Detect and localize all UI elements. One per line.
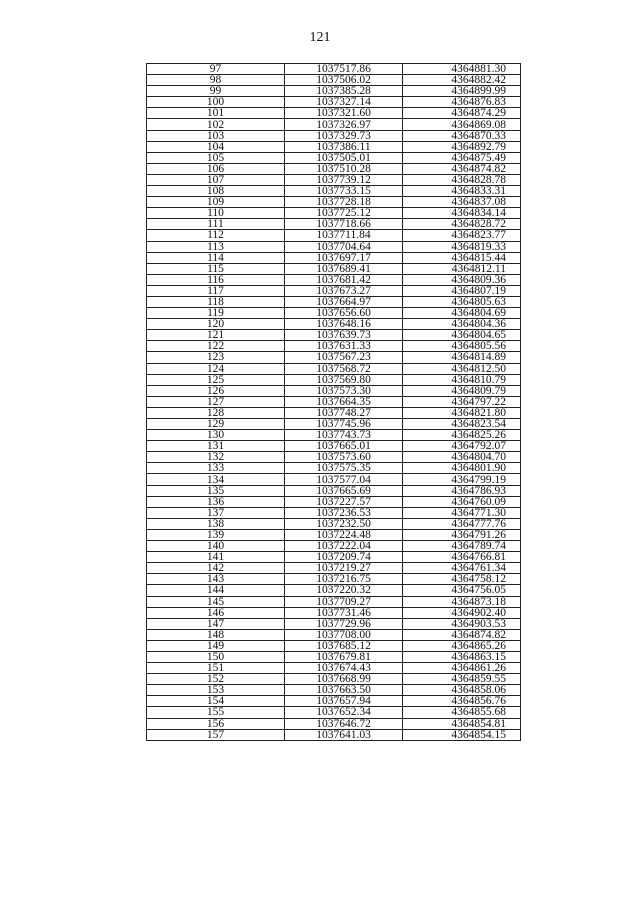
y-coordinate-cell: 4364792.07 (403, 441, 521, 452)
y-coordinate-cell: 4364881.30 (403, 64, 521, 75)
point-number-cell: 121 (147, 330, 285, 341)
point-number-cell: 135 (147, 485, 285, 496)
point-number-cell: 128 (147, 407, 285, 418)
table-row (147, 552, 521, 563)
x-coordinate-cell: 1037575.35 (285, 463, 403, 474)
y-coordinate-cell: 4364756.05 (403, 585, 521, 596)
x-coordinate-cell: 1037329.73 (285, 130, 403, 141)
table-row (147, 130, 521, 141)
y-coordinate-cell: 4364789.74 (403, 541, 521, 552)
point-number-cell: 136 (147, 496, 285, 507)
table-row (147, 308, 521, 319)
x-coordinate-cell: 1037517.86 (285, 64, 403, 75)
table-row (147, 685, 521, 696)
table-row (147, 163, 521, 174)
table-row (147, 285, 521, 296)
y-coordinate-cell: 4364854.15 (403, 729, 521, 740)
table-row (147, 596, 521, 607)
x-coordinate-cell: 1037711.84 (285, 230, 403, 241)
x-coordinate-cell: 1037668.99 (285, 674, 403, 685)
table-row (147, 197, 521, 208)
y-coordinate-cell: 4364875.49 (403, 152, 521, 163)
x-coordinate-cell: 1037385.28 (285, 86, 403, 97)
x-coordinate-cell: 1037227.57 (285, 496, 403, 507)
table-row (147, 64, 521, 75)
y-coordinate-cell: 4364870.33 (403, 130, 521, 141)
table-row (147, 174, 521, 185)
table-row (147, 463, 521, 474)
point-number-cell: 137 (147, 507, 285, 518)
x-coordinate-cell: 1037664.35 (285, 396, 403, 407)
point-number-cell: 109 (147, 197, 285, 208)
x-coordinate-cell: 1037567.23 (285, 352, 403, 363)
point-number-cell: 142 (147, 563, 285, 574)
x-coordinate-cell: 1037216.75 (285, 574, 403, 585)
x-coordinate-cell: 1037224.48 (285, 529, 403, 540)
point-number-cell: 108 (147, 186, 285, 197)
y-coordinate-cell: 4364861.26 (403, 663, 521, 674)
y-coordinate-cell: 4364809.79 (403, 385, 521, 396)
x-coordinate-cell: 1037718.66 (285, 219, 403, 230)
y-coordinate-cell: 4364804.36 (403, 319, 521, 330)
x-coordinate-cell: 1037505.01 (285, 152, 403, 163)
x-coordinate-cell: 1037689.41 (285, 263, 403, 274)
x-coordinate-cell: 1037657.94 (285, 696, 403, 707)
table-row (147, 430, 521, 441)
point-number-cell: 133 (147, 463, 285, 474)
point-number-cell: 138 (147, 518, 285, 529)
y-coordinate-cell: 4364805.63 (403, 296, 521, 307)
y-coordinate-cell: 4364819.33 (403, 241, 521, 252)
y-coordinate-cell: 4364859.55 (403, 674, 521, 685)
y-coordinate-cell: 4364771.30 (403, 507, 521, 518)
point-number-cell: 156 (147, 718, 285, 729)
point-number-cell: 124 (147, 363, 285, 374)
y-coordinate-cell: 4364828.72 (403, 219, 521, 230)
x-coordinate-cell: 1037731.46 (285, 607, 403, 618)
x-coordinate-cell: 1037733.15 (285, 186, 403, 197)
y-coordinate-cell: 4364801.90 (403, 463, 521, 474)
point-number-cell: 123 (147, 352, 285, 363)
x-coordinate-cell: 1037708.00 (285, 629, 403, 640)
y-coordinate-cell: 4364804.70 (403, 452, 521, 463)
table-row (147, 651, 521, 662)
x-coordinate-cell: 1037631.33 (285, 341, 403, 352)
y-coordinate-cell: 4364809.36 (403, 274, 521, 285)
x-coordinate-cell: 1037506.02 (285, 75, 403, 86)
point-number-cell: 99 (147, 86, 285, 97)
y-coordinate-cell: 4364804.65 (403, 330, 521, 341)
y-coordinate-cell: 4364869.08 (403, 119, 521, 130)
page-number: 121 (309, 30, 331, 45)
x-coordinate-cell: 1037681.42 (285, 274, 403, 285)
table-row (147, 507, 521, 518)
x-coordinate-cell: 1037652.34 (285, 707, 403, 718)
table-row (147, 363, 521, 374)
point-number-cell: 113 (147, 241, 285, 252)
point-number-cell: 141 (147, 552, 285, 563)
point-number-cell: 110 (147, 208, 285, 219)
point-number-cell: 151 (147, 663, 285, 674)
table-row (147, 729, 521, 740)
point-number-cell: 147 (147, 618, 285, 629)
table-row (147, 607, 521, 618)
x-coordinate-cell: 1037656.60 (285, 308, 403, 319)
point-number-cell: 104 (147, 141, 285, 152)
point-number-cell: 112 (147, 230, 285, 241)
x-coordinate-cell: 1037386.11 (285, 141, 403, 152)
point-number-cell: 153 (147, 685, 285, 696)
y-coordinate-cell: 4364760.09 (403, 496, 521, 507)
point-number-cell: 144 (147, 585, 285, 596)
y-coordinate-cell: 4364814.89 (403, 352, 521, 363)
table-row (147, 119, 521, 130)
table-row (147, 485, 521, 496)
point-number-cell: 132 (147, 452, 285, 463)
point-number-cell: 129 (147, 419, 285, 430)
x-coordinate-cell: 1037743.73 (285, 430, 403, 441)
y-coordinate-cell: 4364874.82 (403, 629, 521, 640)
table-row (147, 696, 521, 707)
x-coordinate-cell: 1037665.01 (285, 441, 403, 452)
y-coordinate-cell: 4364815.44 (403, 252, 521, 263)
y-coordinate-cell: 4364804.69 (403, 308, 521, 319)
point-number-cell: 126 (147, 385, 285, 396)
point-number-cell: 154 (147, 696, 285, 707)
x-coordinate-cell: 1037648.16 (285, 319, 403, 330)
y-coordinate-cell: 4364823.54 (403, 419, 521, 430)
point-number-cell: 116 (147, 274, 285, 285)
x-coordinate-cell: 1037709.27 (285, 596, 403, 607)
x-coordinate-cell: 1037725.12 (285, 208, 403, 219)
y-coordinate-cell: 4364821.80 (403, 407, 521, 418)
table-row (147, 707, 521, 718)
x-coordinate-cell: 1037232.50 (285, 518, 403, 529)
point-number-cell: 101 (147, 108, 285, 119)
table-row (147, 385, 521, 396)
x-coordinate-cell: 1037569.80 (285, 374, 403, 385)
x-coordinate-cell: 1037673.27 (285, 285, 403, 296)
x-coordinate-cell: 1037219.27 (285, 563, 403, 574)
x-coordinate-cell: 1037510.28 (285, 163, 403, 174)
x-coordinate-cell: 1037327.14 (285, 97, 403, 108)
coordinates-table-body (147, 64, 521, 741)
y-coordinate-cell: 4364823.77 (403, 230, 521, 241)
x-coordinate-cell: 1037639.73 (285, 330, 403, 341)
y-coordinate-cell: 4364807.19 (403, 285, 521, 296)
x-coordinate-cell: 1037748.27 (285, 407, 403, 418)
x-coordinate-cell: 1037321.60 (285, 108, 403, 119)
table-row (147, 252, 521, 263)
point-number-cell: 149 (147, 640, 285, 651)
table-row (147, 141, 521, 152)
point-number-cell: 100 (147, 97, 285, 108)
point-number-cell: 152 (147, 674, 285, 685)
y-coordinate-cell: 4364797.22 (403, 396, 521, 407)
table-row (147, 75, 521, 86)
x-coordinate-cell: 1037222.04 (285, 541, 403, 552)
table-row (147, 640, 521, 651)
y-coordinate-cell: 4364892.79 (403, 141, 521, 152)
table-row (147, 330, 521, 341)
table-row (147, 441, 521, 452)
table-row (147, 230, 521, 241)
y-coordinate-cell: 4364856.76 (403, 696, 521, 707)
point-number-cell: 105 (147, 152, 285, 163)
point-number-cell: 111 (147, 219, 285, 230)
table-row (147, 663, 521, 674)
point-number-cell: 130 (147, 430, 285, 441)
point-number-cell: 145 (147, 596, 285, 607)
table-row (147, 419, 521, 430)
table-row (147, 496, 521, 507)
table-row (147, 274, 521, 285)
x-coordinate-cell: 1037577.04 (285, 474, 403, 485)
y-coordinate-cell: 4364874.29 (403, 108, 521, 119)
table-row (147, 618, 521, 629)
point-number-cell: 98 (147, 75, 285, 86)
x-coordinate-cell: 1037704.64 (285, 241, 403, 252)
x-coordinate-cell: 1037326.97 (285, 119, 403, 130)
table-row (147, 374, 521, 385)
table-row (147, 518, 521, 529)
point-number-cell: 143 (147, 574, 285, 585)
x-coordinate-cell: 1037663.50 (285, 685, 403, 696)
point-number-cell: 117 (147, 285, 285, 296)
table-row (147, 718, 521, 729)
table-row (147, 86, 521, 97)
y-coordinate-cell: 4364863.15 (403, 651, 521, 662)
table-row (147, 241, 521, 252)
y-coordinate-cell: 4364791.26 (403, 529, 521, 540)
table-row (147, 541, 521, 552)
x-coordinate-cell: 1037665.69 (285, 485, 403, 496)
point-number-cell: 114 (147, 252, 285, 263)
x-coordinate-cell: 1037573.60 (285, 452, 403, 463)
x-coordinate-cell: 1037697.17 (285, 252, 403, 263)
x-coordinate-cell: 1037664.97 (285, 296, 403, 307)
x-coordinate-cell: 1037674.43 (285, 663, 403, 674)
table-row (147, 407, 521, 418)
table-row (147, 341, 521, 352)
table-row (147, 186, 521, 197)
point-number-cell: 131 (147, 441, 285, 452)
point-number-cell: 118 (147, 296, 285, 307)
table-row (147, 563, 521, 574)
table-row (147, 319, 521, 330)
point-number-cell: 107 (147, 174, 285, 185)
table-row (147, 674, 521, 685)
x-coordinate-cell: 1037209.74 (285, 552, 403, 563)
point-number-cell: 134 (147, 474, 285, 485)
y-coordinate-cell: 4364902.40 (403, 607, 521, 618)
y-coordinate-cell: 4364855.68 (403, 707, 521, 718)
y-coordinate-cell: 4364825.26 (403, 430, 521, 441)
x-coordinate-cell: 1037728.18 (285, 197, 403, 208)
table-row (147, 152, 521, 163)
y-coordinate-cell: 4364799.19 (403, 474, 521, 485)
point-number-cell: 125 (147, 374, 285, 385)
point-number-cell: 97 (147, 64, 285, 75)
table-row (147, 208, 521, 219)
table-row (147, 396, 521, 407)
y-coordinate-cell: 4364833.31 (403, 186, 521, 197)
y-coordinate-cell: 4364882.42 (403, 75, 521, 86)
y-coordinate-cell: 4364837.08 (403, 197, 521, 208)
table-row (147, 263, 521, 274)
table-row (147, 452, 521, 463)
x-coordinate-cell: 1037739.12 (285, 174, 403, 185)
y-coordinate-cell: 4364876.83 (403, 97, 521, 108)
point-number-cell: 150 (147, 651, 285, 662)
coordinates-table (146, 63, 521, 741)
point-number-cell: 106 (147, 163, 285, 174)
x-coordinate-cell: 1037685.12 (285, 640, 403, 651)
y-coordinate-cell: 4364834.14 (403, 208, 521, 219)
y-coordinate-cell: 4364854.81 (403, 718, 521, 729)
y-coordinate-cell: 4364828.78 (403, 174, 521, 185)
x-coordinate-cell: 1037220.32 (285, 585, 403, 596)
x-coordinate-cell: 1037646.72 (285, 718, 403, 729)
x-coordinate-cell: 1037679.81 (285, 651, 403, 662)
y-coordinate-cell: 4364873.18 (403, 596, 521, 607)
y-coordinate-cell: 4364899.99 (403, 86, 521, 97)
y-coordinate-cell: 4364766.81 (403, 552, 521, 563)
y-coordinate-cell: 4364858.06 (403, 685, 521, 696)
table-row (147, 352, 521, 363)
table-row (147, 296, 521, 307)
table-row (147, 474, 521, 485)
y-coordinate-cell: 4364777.76 (403, 518, 521, 529)
table-row (147, 97, 521, 108)
point-number-cell: 115 (147, 263, 285, 274)
x-coordinate-cell: 1037729.96 (285, 618, 403, 629)
table-row (147, 529, 521, 540)
point-number-cell: 148 (147, 629, 285, 640)
y-coordinate-cell: 4364761.34 (403, 563, 521, 574)
x-coordinate-cell: 1037568.72 (285, 363, 403, 374)
y-coordinate-cell: 4364903.53 (403, 618, 521, 629)
y-coordinate-cell: 4364874.82 (403, 163, 521, 174)
point-number-cell: 140 (147, 541, 285, 552)
point-number-cell: 120 (147, 319, 285, 330)
x-coordinate-cell: 1037641.03 (285, 729, 403, 740)
table-row (147, 219, 521, 230)
table-row (147, 585, 521, 596)
table-row (147, 108, 521, 119)
y-coordinate-cell: 4364812.11 (403, 263, 521, 274)
point-number-cell: 155 (147, 707, 285, 718)
point-number-cell: 103 (147, 130, 285, 141)
y-coordinate-cell: 4364812.50 (403, 363, 521, 374)
x-coordinate-cell: 1037236.53 (285, 507, 403, 518)
y-coordinate-cell: 4364865.26 (403, 640, 521, 651)
point-number-cell: 102 (147, 119, 285, 130)
y-coordinate-cell: 4364810.79 (403, 374, 521, 385)
point-number-cell: 122 (147, 341, 285, 352)
table-row (147, 629, 521, 640)
point-number-cell: 139 (147, 529, 285, 540)
y-coordinate-cell: 4364786.93 (403, 485, 521, 496)
point-number-cell: 146 (147, 607, 285, 618)
y-coordinate-cell: 4364805.56 (403, 341, 521, 352)
y-coordinate-cell: 4364758.12 (403, 574, 521, 585)
point-number-cell: 157 (147, 729, 285, 740)
x-coordinate-cell: 1037745.96 (285, 419, 403, 430)
point-number-cell: 127 (147, 396, 285, 407)
x-coordinate-cell: 1037573.30 (285, 385, 403, 396)
table-row (147, 574, 521, 585)
point-number-cell: 119 (147, 308, 285, 319)
